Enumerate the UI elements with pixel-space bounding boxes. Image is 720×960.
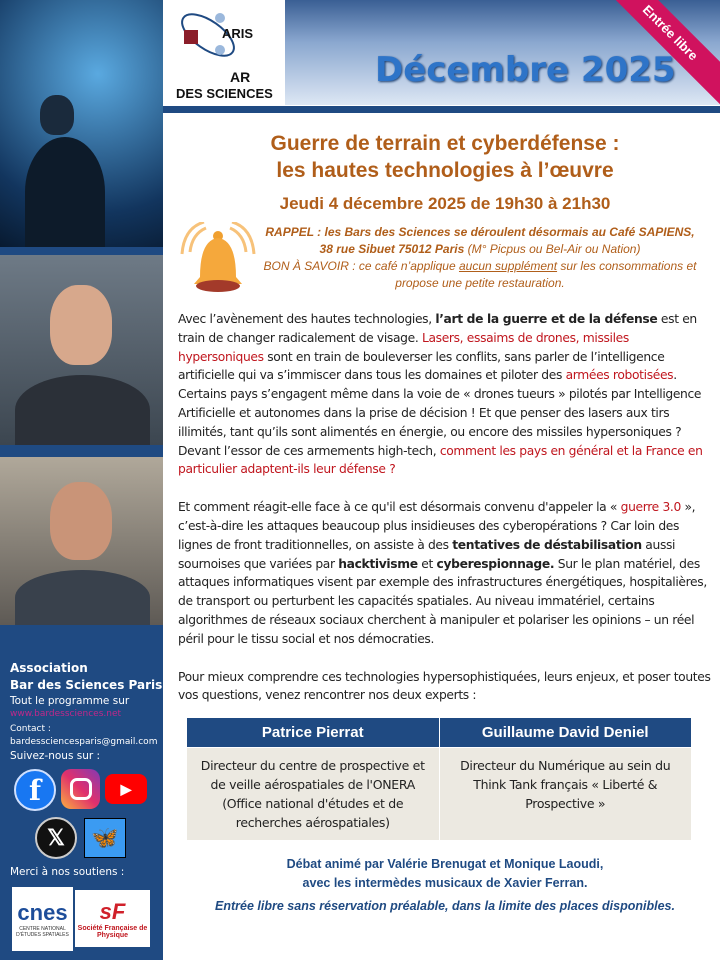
main-content bbox=[170, 113, 720, 913]
drone-operator-photo bbox=[0, 0, 163, 247]
cnes-text: cnes bbox=[17, 900, 68, 925]
text-segment: guerre 3.0 bbox=[620, 500, 681, 515]
music-line: avec les intermèdes musicaux de Xavier Ferran. bbox=[302, 876, 588, 891]
reminder-box bbox=[170, 218, 720, 310]
youtube-icon[interactable]: ▶ bbox=[105, 774, 147, 804]
x-icon[interactable]: 𝕏 bbox=[35, 817, 77, 859]
header-banner bbox=[285, 0, 720, 105]
follow-label: Suivez-nous sur : bbox=[10, 750, 101, 762]
contact-label: Contact : bbox=[10, 724, 51, 734]
expert-name: Patrice Pierrat bbox=[187, 718, 440, 748]
cyber-paragraph bbox=[178, 498, 712, 648]
entree-libre-ribbon: Entrée libre bbox=[582, 0, 720, 105]
facebook-icon[interactable]: f bbox=[14, 769, 56, 811]
cnes-logo bbox=[12, 887, 73, 951]
expert-photo-pierrat bbox=[0, 255, 163, 445]
bar-des-sciences-logo bbox=[170, 0, 285, 105]
svg-text:DES SCIENCES: DES SCIENCES bbox=[176, 86, 273, 101]
text-segment: . bbox=[549, 556, 555, 571]
expert-description: Directeur du Numérique au sein du Think Tank français « Liberté & Prospective » bbox=[439, 748, 692, 841]
title-line-2: les hautes technologies à l’œuvre bbox=[276, 159, 614, 182]
month-title: Décembre 2025 bbox=[375, 50, 676, 90]
text-segment: l’art de la guerre et de la défense bbox=[435, 312, 658, 326]
sfp-text: Société Française de Physique bbox=[77, 924, 148, 939]
text-segment: Et comment réagit-elle face à ce qu'il est désormais convenu d'appeler la « bbox=[178, 500, 621, 515]
moderators-note bbox=[170, 855, 720, 893]
invitation-paragraph: Pour mieux comprendre ces technologies hypersophistiquées, leurs enjeux, et poser toutes vos questions, venez rencontrer nos deux experts : bbox=[178, 669, 711, 703]
sidebar bbox=[0, 0, 163, 960]
intro-paragraph bbox=[178, 310, 712, 479]
reminder-metro: (M° Picpus ou Bel-Air ou Nation) bbox=[467, 242, 641, 256]
text-segment: aussi sournoises que variées par bbox=[178, 537, 676, 571]
text-segment: comment les pays en général et la France en particulier adaptent-ils leur défense ? bbox=[178, 443, 703, 477]
association-label: Association bbox=[10, 661, 88, 675]
text-segment: Avec l’avènement des hautes technologies, bbox=[178, 312, 436, 326]
reminder-note: BON À SAVOIR : ce café n’applique bbox=[263, 259, 456, 273]
email-link[interactable]: bardessciencesparis@gmail.com bbox=[10, 737, 158, 747]
program-label: Tout le programme sur bbox=[10, 695, 130, 707]
reminder-venue: RAPPEL : les Bars des Sciences se déroulent désormais au Café SAPIENS, 38 rue Sibuet 75012 Paris bbox=[265, 225, 695, 256]
experts-table bbox=[186, 717, 692, 841]
cnes-subtitle: CENTRE NATIONAL D'ÉTUDES SPATIALES bbox=[16, 926, 69, 938]
text-segment: et bbox=[417, 556, 437, 571]
text-segment: est en train de changer radicalement de visage. bbox=[178, 312, 697, 345]
text-segment: hacktivisme bbox=[338, 556, 418, 571]
event-date: Jeudi 4 décembre 2025 de 19h30 à 21h30 bbox=[279, 194, 611, 213]
sfp-logo: sF Société Française de Physique bbox=[75, 890, 150, 947]
bell-icon bbox=[178, 222, 258, 297]
expert-name: Guillaume David Deniel bbox=[439, 718, 692, 748]
header-divider bbox=[163, 106, 720, 113]
text-segment: armées robotisées bbox=[565, 368, 674, 383]
website-link[interactable]: www.bardessciences.net bbox=[10, 709, 122, 719]
title-line-1: Guerre de terrain et cyberdéfense : bbox=[270, 132, 620, 155]
text-segment: », c’est-à-dire les attaques beaucoup plus insidieuses des cyberopérations ? Car loin des lignes de front traditionnelles, on assiste à des bbox=[178, 500, 696, 552]
free-entry-note: Entrée libre sans réservation préalable, dans la limite des places disponibles. bbox=[215, 899, 675, 914]
text-segment: Sur le plan matériel, des attaques informatiques visent par exemple des infrastructures énergétiques, hospitalières, de transport ou perturbent les capacités spatiales. Au niveau immatériel, certains algorithmes de réseaux sociaux cherchent à manipuler et polariser les opinions – un réel péril pour le tissu social et nos démocraties. bbox=[178, 556, 707, 646]
association-name: Bar des Sciences Paris bbox=[10, 678, 163, 692]
reminder-no-surcharge: aucun supplément bbox=[458, 259, 558, 273]
text-segment: . Certains pays s’engagent même dans la voie de « drones tueurs » pilotés par Intelligence Artificielle et autonomes dans la prise de décision ! Et que penser des lasers aux tirs illimités, tant qu’ils sont alimentés en énergie, ou encore des missiles hypersoniques ? Devant l’essor de ces armements high-tech, bbox=[178, 368, 702, 458]
sponsors-label: Merci à nos soutiens : bbox=[10, 866, 125, 878]
bluesky-icon[interactable]: 🦋 bbox=[84, 818, 126, 858]
svg-text:AR: AR bbox=[230, 69, 251, 85]
text-segment: sont en train de bouleverser les conflits, sans parler de l’intelligence artificielle qui va s’immiscer dans tous les domaines et piloter des bbox=[178, 349, 665, 383]
text-segment: tentatives de déstabilisation bbox=[452, 537, 642, 552]
instagram-icon[interactable] bbox=[61, 769, 100, 809]
expert-photo-deniel bbox=[0, 457, 163, 625]
text-segment: cyberespionnage bbox=[436, 556, 550, 571]
reminder-note-end: sur les consommations et propose une petite restauration. bbox=[395, 259, 697, 290]
expert-description: Directeur du centre de prospective et de veille aérospatiales de l'ONERA (Office national d'études et de recherches aérospatiales) bbox=[187, 748, 440, 841]
event-title bbox=[170, 130, 720, 184]
moderators-line: Débat animé par Valérie Brenugat et Monique Laoudi, bbox=[286, 857, 604, 872]
svg-text:ARIS: ARIS bbox=[222, 26, 254, 41]
text-segment: Lasers, essaims de drones, missiles hypersoniques bbox=[178, 330, 629, 364]
